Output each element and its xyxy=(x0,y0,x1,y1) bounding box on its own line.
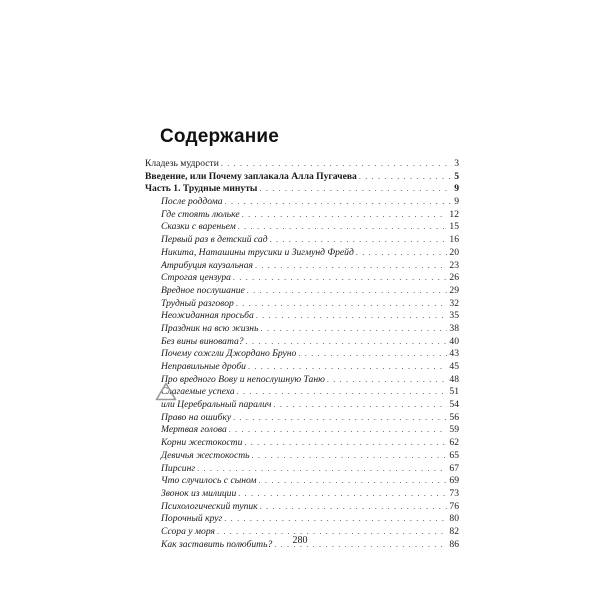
toc-leader-dots xyxy=(233,412,447,425)
toc-entry-label: Психологический тупик xyxy=(161,500,258,512)
toc-entry xyxy=(145,513,459,526)
toc-leader-dots xyxy=(225,196,453,209)
toc-entry-label: или Церебральный паралич xyxy=(161,399,272,411)
toc-entry-page: 23 xyxy=(449,259,459,271)
toc-entry xyxy=(145,475,459,488)
toc-entry xyxy=(145,424,459,437)
toc-entry xyxy=(145,260,459,273)
page-title: Содержание xyxy=(160,126,280,147)
toc-entry-label: Почему сожгли Джордано Бруно xyxy=(161,348,297,360)
toc-entry xyxy=(145,196,459,209)
toc-entry-label: Первый раз в детский сад xyxy=(161,234,268,246)
toc-entry xyxy=(145,298,459,311)
toc-entry xyxy=(145,285,459,298)
toc-leader-dots xyxy=(327,374,448,387)
toc-entry xyxy=(145,386,459,399)
toc-entry-label: Никита, Наташины трусики и Зигмунд Фрейд xyxy=(161,246,354,258)
toc-entry-page: 40 xyxy=(449,335,459,347)
toc-entry-page: 35 xyxy=(449,310,459,322)
toc-entry-label: Про вредного Вову и непослушную Таню xyxy=(161,373,325,385)
toc-entry-label: Мертвая голова xyxy=(161,424,227,436)
toc-entry-page: 12 xyxy=(449,208,459,220)
toc-leader-dots xyxy=(242,209,448,222)
toc-entry xyxy=(145,272,459,285)
toc-entry xyxy=(145,221,459,234)
toc-entry-page: 48 xyxy=(449,373,459,385)
toc-entry xyxy=(145,234,459,247)
toc-entry-label: Где стоять люльке xyxy=(161,208,240,220)
toc-entry-page: 59 xyxy=(449,424,459,436)
toc-leader-dots xyxy=(256,310,448,323)
toc-entry-label: Трудный разговор xyxy=(161,297,234,309)
toc-entry-label: Звонок из милиции xyxy=(161,487,237,499)
toc-entry-page: 45 xyxy=(449,361,459,372)
toc-entry-label: Введение, или Почему заплакала Алла Пугачева xyxy=(145,170,357,182)
toc-leader-dots xyxy=(259,475,448,488)
toc-leader-dots xyxy=(247,285,448,298)
toc-entry-page: 69 xyxy=(449,475,459,487)
toc-entry-page: 5 xyxy=(454,170,459,182)
toc-entry-page: 80 xyxy=(449,513,459,525)
toc-leader-dots xyxy=(252,450,448,463)
toc-entry xyxy=(145,158,459,171)
toc-entry-page: 54 xyxy=(449,399,459,411)
toc-entry-page: 73 xyxy=(449,487,459,499)
toc-entry-label: Атрибуция каузальная xyxy=(161,259,253,271)
toc-entry-page: 65 xyxy=(449,449,459,461)
toc-entry-label: Девичья жестокость xyxy=(161,449,250,461)
toc-entry xyxy=(145,209,459,222)
toc-entry xyxy=(145,374,459,387)
toc-entry-page: 51 xyxy=(449,386,459,398)
toc-entry-page: 16 xyxy=(449,234,459,246)
toc-entry xyxy=(145,463,459,476)
toc-leader-dots xyxy=(248,361,447,374)
toc-leader-dots xyxy=(255,260,447,273)
toc-entry-label: Неправильные дроби xyxy=(161,361,246,372)
toc-entry-label: Часть 1. Трудные минуты xyxy=(145,183,258,195)
toc-entry xyxy=(145,437,459,450)
toc-leader-dots xyxy=(359,171,452,184)
toc-entry-label: Вредное послушание xyxy=(161,284,245,296)
toc-entry xyxy=(145,399,459,412)
toc-entry-page: 56 xyxy=(449,411,459,423)
toc-entry-label: Пирсинг xyxy=(161,462,196,474)
toc-entry xyxy=(145,450,459,463)
toc-leader-dots xyxy=(237,386,448,399)
toc-entry-page: 20 xyxy=(449,246,459,258)
toc-entry-label: Право на ошибку xyxy=(161,411,232,423)
toc-entry-label: Без вины виновата? xyxy=(161,335,244,347)
toc-leader-dots xyxy=(221,158,452,171)
toc-entry xyxy=(145,412,459,425)
toc-entry-page: 9 xyxy=(454,183,459,195)
toc-entry-page: 3 xyxy=(454,158,459,169)
toc-leader-dots xyxy=(233,272,447,285)
toc-entry xyxy=(145,361,459,374)
toc-entry-page: 29 xyxy=(449,284,459,296)
toc-leader-dots xyxy=(273,399,447,412)
toc-leader-dots xyxy=(238,221,448,234)
table-of-contents xyxy=(145,158,459,551)
toc-entry xyxy=(145,247,459,260)
toc-entry-label: Неожиданная просьба xyxy=(161,310,254,322)
toc-leader-dots xyxy=(298,348,447,361)
toc-entry-page: 15 xyxy=(449,221,459,233)
toc-leader-dots xyxy=(260,501,448,514)
toc-leader-dots xyxy=(246,336,448,349)
page-number: 280 xyxy=(292,535,308,546)
toc-entry xyxy=(145,336,459,349)
toc-leader-dots xyxy=(197,463,447,476)
toc-entry xyxy=(145,348,459,361)
toc-entry-label: Слагаемые успеха xyxy=(161,386,235,398)
toc-entry-page: 62 xyxy=(449,437,459,449)
toc-entry-page: 26 xyxy=(449,272,459,284)
toc-leader-dots xyxy=(356,247,448,260)
toc-entry xyxy=(145,501,459,514)
toc-entry xyxy=(145,171,459,184)
toc-entry-page: 9 xyxy=(454,196,459,208)
toc-entry-label: Корни жестокости xyxy=(161,437,243,449)
toc-leader-dots xyxy=(270,234,448,247)
toc-leader-dots xyxy=(238,488,447,501)
toc-entry-page: 32 xyxy=(449,297,459,309)
toc-entry-page: 86 xyxy=(449,538,459,550)
toc-entry xyxy=(145,183,459,196)
toc-entry-page: 38 xyxy=(449,322,459,334)
toc-leader-dots xyxy=(224,513,447,526)
toc-entry-label: Ссора у моря xyxy=(161,525,215,537)
toc-entry xyxy=(145,488,459,501)
toc-entry-page: 82 xyxy=(449,525,459,537)
toc-entry-label: Строгая цензура xyxy=(161,272,231,284)
toc-entry-label: Что случилось с сыном xyxy=(161,475,257,487)
toc-entry-page: 76 xyxy=(449,500,459,512)
toc-leader-dots xyxy=(236,298,448,311)
toc-entry-page: 67 xyxy=(449,462,459,474)
toc-leader-dots xyxy=(229,424,448,437)
toc-leader-dots xyxy=(260,323,447,336)
toc-entry-label: Кладезь мудрости xyxy=(145,158,219,169)
toc-entry-label: Порочный круг xyxy=(161,513,223,525)
toc-entry-page: 43 xyxy=(449,348,459,360)
toc-entry-label: Праздник на всю жизнь xyxy=(161,322,259,334)
toc-entry-label: После роддома xyxy=(161,196,223,208)
toc-entry-label: Сказки с вареньем xyxy=(161,221,236,233)
toc-entry-label: Как заставить полюбить? xyxy=(161,538,273,550)
warning-triangle-icon xyxy=(155,382,177,401)
toc-leader-dots xyxy=(259,183,452,196)
toc-leader-dots xyxy=(244,437,447,450)
toc-entry xyxy=(145,323,459,336)
toc-entry xyxy=(145,310,459,323)
